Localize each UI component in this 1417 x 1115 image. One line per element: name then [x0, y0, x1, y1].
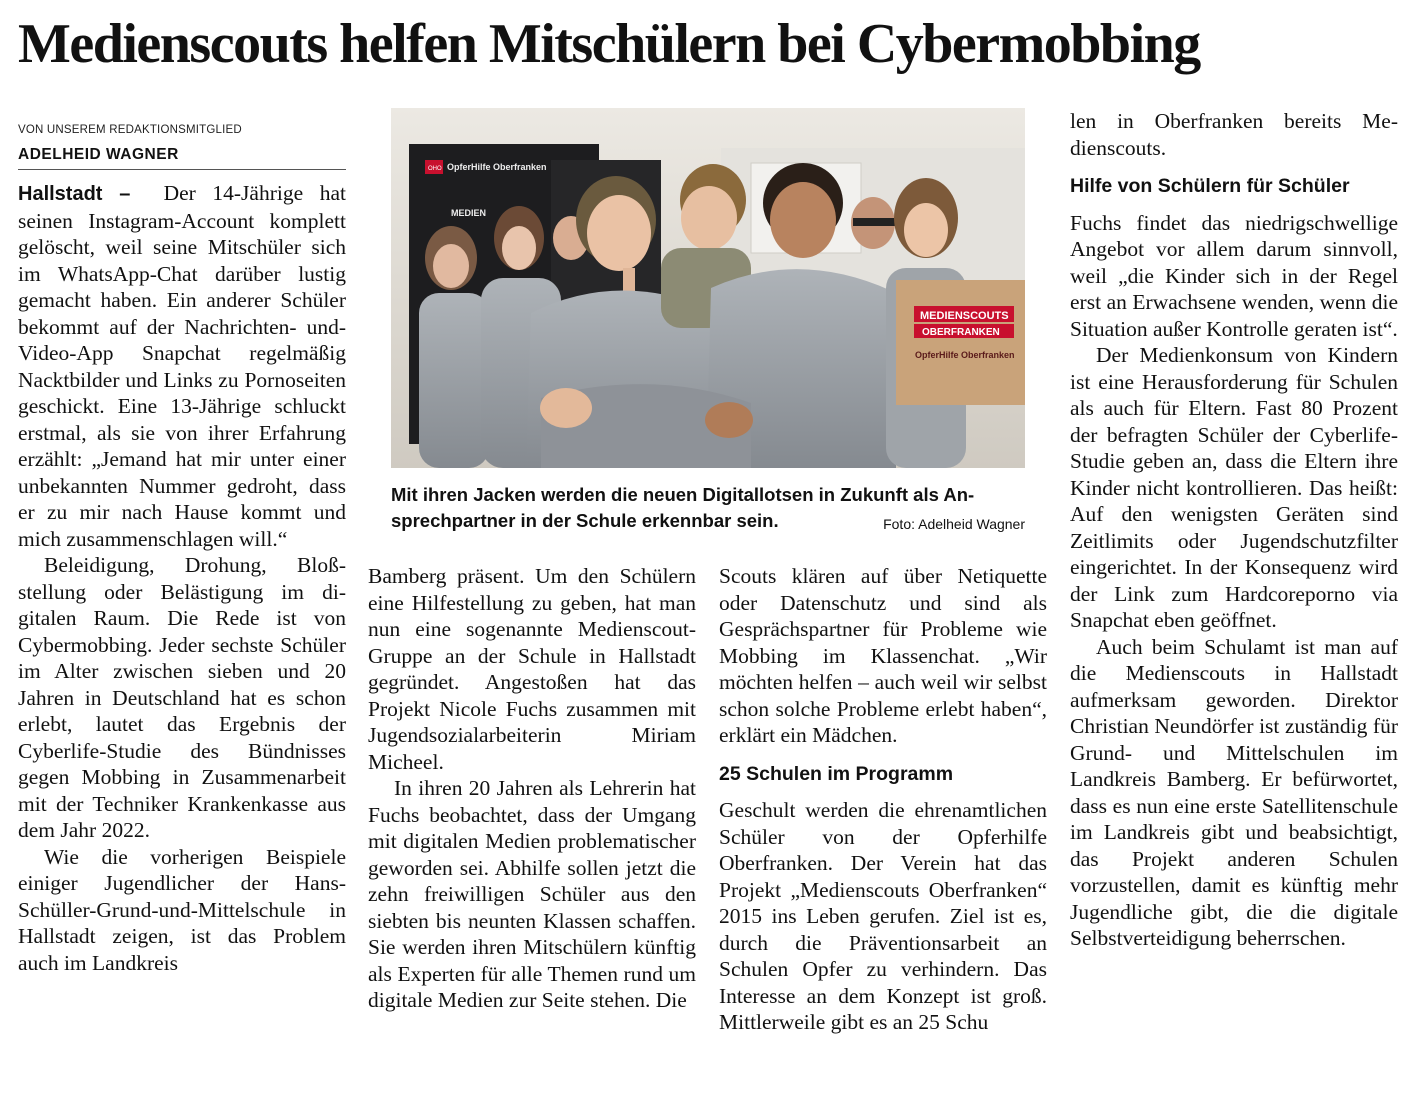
article-column-1: [18, 180, 346, 976]
paragraph: Wie die vorherigen Beispiele einiger Jugendlicher der Hans-Schüller-Grund-und-Mittelschule in Hallstadt zeigen, ist das Problem auch im Landkreis: [18, 844, 346, 975]
banner-medien-text: MEDIEN: [451, 208, 487, 218]
caption-line-2: [391, 508, 1025, 534]
dateline: Hallstadt –: [18, 183, 131, 205]
paragraph: Geschult werden die ehrenamtlichen Schüler von der Opferhilfe Oberfranken. Der Verein hat das Projekt „Medienscouts Oberfranken“ 2015 ins Leben gerufen. Ziel ist es, durch die Präventionsarbeit an Schulen Opfer zu verhindern. Das Interesse an dem Konzept ist groß. Mittlerweile gibt es an 25 Schu: [719, 798, 1047, 1034]
byline-label: VON UNSEREM REDAKTIONSMITGLIED: [18, 124, 242, 136]
paragraph: In ihren 20 Jahren als Lehrerin hat Fuchs beobachtet, dass der Umgang mit digitalen Medien problematischer geworden sei. Abhilfe sollen jetzt die zehn freiwilligen Schüler aus den siebten bis neunten Klassen schaffen. Sie werden ihren Mitschülern künftig als Experten für alle Themen rund um digitale Medien zur Seite stehen. Die: [368, 776, 696, 1012]
caption-line-2-text: sprechpartner in der Schule erkennbar sein.: [391, 510, 779, 531]
paragraph-text: Der 14-Jährige hat seinen Instagram-Account komplett gelöscht, weil seine Mitschüler sich im WhatsApp-Chat darüber lustig gemacht haben. Ein anderer Schüler bekommt auf der Nachrichten- und-Video-App Snapchat regelmäßig Nacktbilder und Links zu Pornoseiten geschickt. Eine 13-Jährige schluckt erstmal, als sie von ihrer Erfahrung erzählt: „Jemand hat mir unter einer unbekannten Nummer gedroht, dass er zu mir nach Hause kommt und mich zusammenschlagen will.“: [18, 181, 346, 551]
article-column-2: [368, 563, 696, 1014]
headline: Medienscouts helfen Mitschülern bei Cybermobbing: [18, 13, 1200, 75]
article-photo: [391, 108, 1025, 468]
subheading: Hilfe von Schülern für Schüler: [1070, 175, 1350, 197]
caption-line-1: Mit ihren Jacken werden die neuen Digitallotsen in Zukunft als An-: [391, 484, 975, 505]
banner-logo-text: OHO: [428, 166, 442, 172]
article-column-4: [1070, 108, 1398, 952]
box-label-1: MEDIENSCOUTS: [920, 310, 1009, 322]
paragraph: Der Medienkonsum von Kindern ist eine Herausforderung für Schulen als auch für Eltern. Fast 80 Prozent der befragten Schüler der Cyberlife-Studie geben an, dass die Eltern ihre Kinder nicht kontrollieren. Das heißt: Auf den wenigsten Geräten sind Zeitlimits oder Jugendschutzfilter eingerichtet. In der Konsequenz wird der Link zum Hardcoreporno via Snapchat eben geöffnet.: [1070, 343, 1398, 632]
paragraph: Beleidigung, Drohung, Bloßstellung oder Belästigung im digitalen Raum. Die Rede ist von Cybermobbing. Jeder sechste Schüler im Alter zwischen sieben und 20 Jahren in Deutschland hat es schon erlebt, lautet das Ergebnis der Cyberlife-Studie des Bündnisses gegen Mobbing in Zusammenarbeit mit der Techniker Krankenkasse aus dem Jahr 2022.: [18, 553, 346, 842]
photo-illustration: [391, 108, 1025, 468]
paragraph: [18, 180, 346, 552]
paragraph: Scouts klären auf über Netiquette oder Datenschutz und sind als Gesprächspartner für Probleme wie Mobbing im Klassenchat. „Wir möchten helfen – auch weil wir selbst schon solche Probleme erlebt haben“, erklärt ein Mädchen.: [719, 564, 1047, 747]
article-column-3: [719, 563, 1047, 1036]
photo-credit: Foto: Adelheid Wagner: [883, 516, 1025, 532]
box-label-2: OBERFRANKEN: [922, 327, 1000, 338]
banner-brand-text: OpferHilfe Oberfranken: [447, 162, 547, 172]
subheading: 25 Schulen im Programm: [719, 762, 954, 785]
box-label-3: OpferHilfe Oberfranken: [915, 350, 1015, 360]
paragraph: Auch beim Schulamt ist man auf die Medienscouts in Hallstadt aufmerksam geworden. Direktor Christian Neundörfer ist zuständig für Grund- und Mittelschulen im Landkreis Bamberg. Er befürwortet, dass es nun eine erste Satellitenschule im Landkreis gibt und beabsichtigt, das Projekt anderen Schulen vorzustellen, damit es künftig mehr Jugendliche gibt, die die digitale Selbstverteidigung beherrschen.: [1070, 634, 1398, 950]
byline-author: ADELHEID WAGNER: [18, 146, 179, 163]
paragraph: Fuchs findet das niedrigschwellige Angebot vor allem darum sinnvoll, weil „die Kinder sich in der Regel erst an Erwachsene wenden, wenn die Situation außer Kontrolle geraten ist“.: [1070, 210, 1398, 341]
photo-caption: [391, 482, 1025, 537]
paragraph: Bamberg präsent. Um den Schülern eine Hilfestellung zu geben, hat man nun eine sogenannte Medienscout-Gruppe an der Schule in Hallstadt gegründet. Angestoßen hat das Projekt Nicole Fuchs zusammen mit Jugendsozialarbeiterin Miriam Micheel.: [368, 564, 696, 774]
paragraph: len in Oberfranken bereits Medienscouts.: [1070, 109, 1398, 160]
byline-divider: [18, 169, 346, 170]
